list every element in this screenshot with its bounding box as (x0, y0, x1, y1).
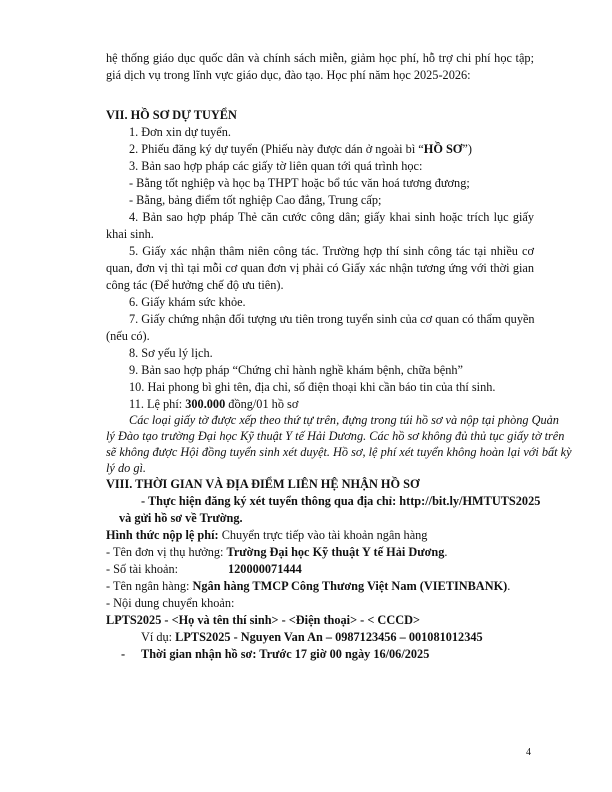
account-value: 120000071444 (228, 562, 302, 576)
example (141, 630, 534, 645)
note-line-1: Các loại giấy tờ được xếp theo thứ tự trên, đựng trong túi hồ sơ và nộp tại phòng Quản (129, 413, 559, 427)
item-5-line-2: quan, đơn vị thì tại mỗi cơ quan đơn vị phải có Giấy xác nhận tương ứng với thời gian (106, 261, 534, 275)
registration-line-1: - Thực hiện đăng ký xét tuyển thông qua địa chỉ: http://bit.ly/HMTUTS2025 (141, 494, 541, 508)
item-3b: - Bằng, bảng điểm tốt nghiệp Cao đẳng, Trung cấp; (129, 193, 382, 207)
beneficiary-label: - Tên đơn vị thụ hưởng: (106, 545, 227, 559)
example-value: LPTS2025 - Nguyen Van An – 0987123456 – 001081012345 (175, 630, 483, 644)
item-3a: - Bằng tốt nghiệp và học bạ THPT hoặc bổ túc văn hoá tương đương; (129, 176, 470, 190)
beneficiary-end: . (444, 545, 448, 559)
deadline-text: Thời gian nhận hồ sơ: Trước 17 giờ 00 ngày 16/06/2025 (141, 647, 430, 661)
item-3: 3. Bản sao hợp pháp các giấy tờ liên quan tới quá trình học: (129, 159, 423, 173)
transfer-content-label: - Nội dung chuyển khoản: (106, 596, 235, 610)
deadline-dash: - (121, 647, 126, 661)
note-line-4: lý do gì. (106, 461, 146, 475)
bank-label: - Tên ngân hàng: (106, 579, 193, 593)
bank-end: . (507, 579, 511, 593)
account-number (106, 562, 534, 577)
beneficiary (106, 545, 534, 560)
item-5-line-1: 5. Giấy xác nhận thâm niên công tác. Trường hợp thí sinh công tác tại nhiều cơ (129, 244, 534, 258)
item-11 (129, 397, 534, 412)
fee-method-value: Chuyển trực tiếp vào tài khoản ngân hàng (218, 528, 428, 542)
item-11-amount: 300.000 (185, 397, 226, 411)
item-9: 9. Bản sao hợp pháp “Chứng chỉ hành nghề khám bệnh, chữa bệnh” (129, 363, 464, 377)
intro-line-1: hệ thống giáo dục quốc dân và chính sách miễn, giảm học phí, hỗ trợ chi phí học tập; (106, 51, 534, 65)
note-line-2: lý Đào tạo trường Đại học Kỹ thuật Y tế Hải Dương. Các hồ sơ không đủ thủ tục giấy tờ trên (106, 429, 565, 443)
transfer-content-format: LPTS2025 - <Họ và tên thí sinh> - <Điện thoại> - < CCCD> (106, 613, 420, 627)
item-5-line-3: công tác (Để hưởng chế độ ưu tiên). (106, 278, 284, 292)
bank-value: Ngân hàng TMCP Công Thương Việt Nam (VIETINBANK) (192, 579, 508, 593)
item-4-line-2: khai sinh. (106, 227, 154, 241)
item-10: 10. Hai phong bì ghi tên, địa chỉ, số điện thoại khi cần báo tin của thí sinh. (129, 380, 496, 394)
section-8-title: VIII. THỜI GIAN VÀ ĐỊA ĐIỂM LIÊN HỆ NHẬN HỒ SƠ (106, 477, 420, 491)
section-7-title: VII. HỒ SƠ DỰ TUYỂN (106, 108, 237, 122)
note-line-3: sẽ không được Hội đồng tuyển sinh xét duyệt. Hồ sơ, lệ phí xét tuyển không hoàn lại với bất kỳ (106, 445, 572, 459)
registration-line-2: và gửi hồ sơ về Trường. (119, 511, 243, 525)
account-label: - Số tài khoản: (106, 562, 179, 576)
intro-line-2: giá dịch vụ trong lĩnh vực giáo dục, đào tạo. Học phí năm học 2025-2026: (106, 68, 471, 82)
item-4-line-1: 4. Bản sao hợp pháp Thẻ căn cước công dân; giấy khai sinh hoặc trích lục giấy (129, 210, 534, 224)
item-8: 8. Sơ yếu lý lịch. (129, 346, 213, 360)
fee-method (106, 528, 534, 543)
item-7-line-2: (nếu có). (106, 329, 150, 343)
item-11-label: 11. Lệ phí: (129, 397, 186, 411)
deadline (121, 647, 534, 662)
page-number: 4 (526, 747, 531, 758)
item-1: 1. Đơn xin dự tuyển. (129, 125, 231, 139)
item-7-line-1: 7. Giấy chứng nhận đối tượng ưu tiên trong tuyển sinh của cơ quan có thẩm quyền (129, 312, 535, 326)
item-6: 6. Giấy khám sức khỏe. (129, 295, 246, 309)
item-2-end: ”) (462, 142, 472, 156)
item-2-text: 2. Phiếu đăng ký dự tuyển (Phiếu này được dán ở ngoài bì “ (129, 142, 424, 156)
example-label: Ví dụ: (141, 630, 176, 644)
beneficiary-value: Trường Đại học Kỹ thuật Y tế Hải Dương (226, 545, 445, 559)
bank-name (106, 579, 534, 594)
item-11-unit: đồng/01 hồ sơ (225, 397, 299, 411)
item-2-bold: HỒ SƠ (423, 142, 463, 156)
item-2 (129, 142, 534, 157)
fee-method-label: Hình thức nộp lệ phí: (106, 528, 219, 542)
